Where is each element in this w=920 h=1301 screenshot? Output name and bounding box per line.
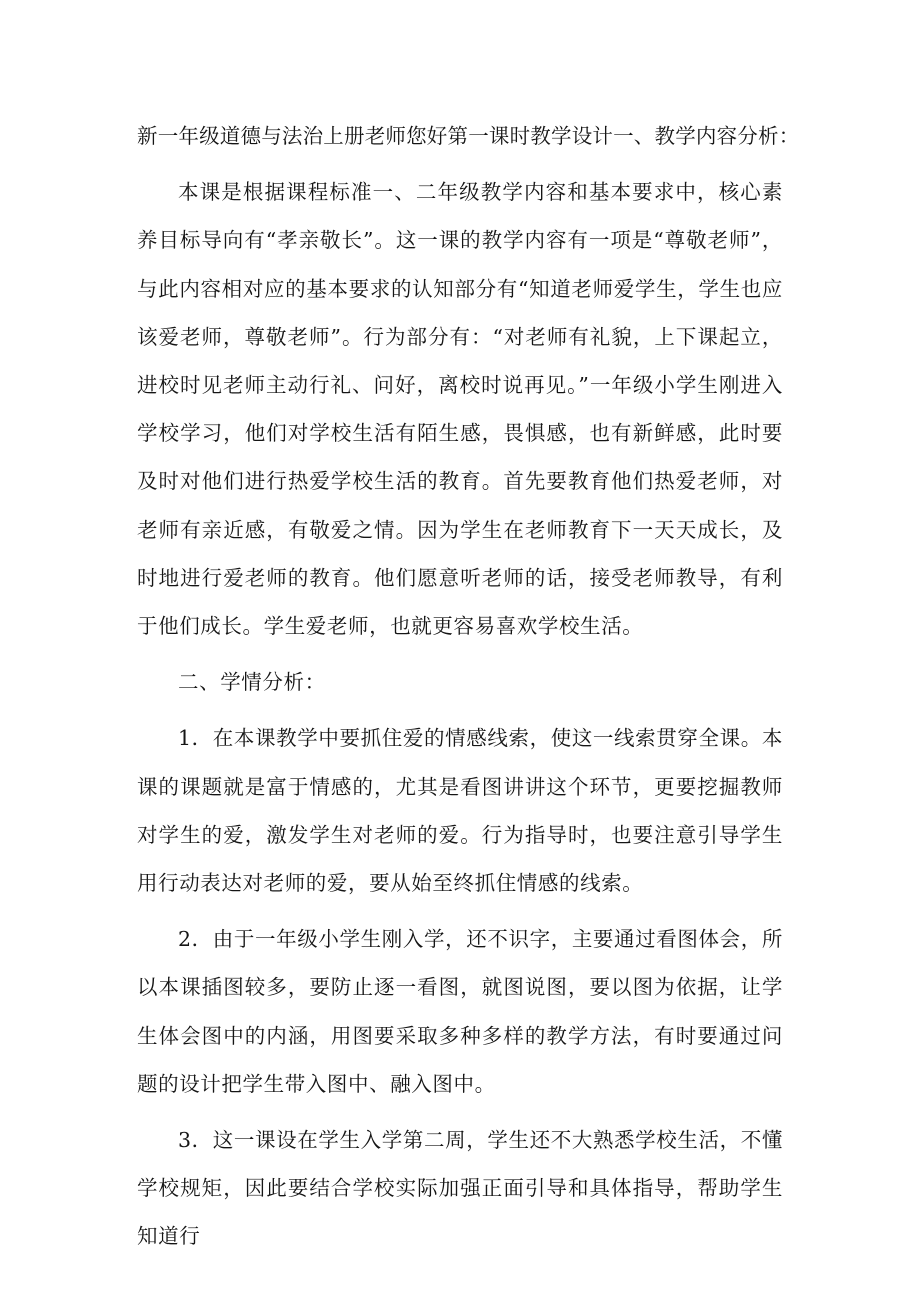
section1-paragraph: 本课是根据课程标准一、二年级教学内容和基本要求中，核心素养目标导向有“孝亲敬长”。这一课的教学内容有一项是“尊敬老师”，与此内容相对应的基本要求的认知部分有“知道老师爱学生，学生也应该爱老师，尊敬老师”。行为部分有：“对老师有礼貌，上下课起立，进校时见老师主动行礼、问好，离校时说再见。”一年级小学生刚进入学校学习，他们对学校生活有陌生感，畏惧感，也有新鲜感，此时要及时对他们进行热爱学校生活的教育。首先要教育他们热爱老师，对老师有亲近感，有敬爱之情。因为学生在老师教育下一天天成长，及时地进行爱老师的教育。他们愿意听老师的话，接受老师教导，有利于他们成长。学生爱老师，也就更容易喜欢学校生活。 <box>137 180 783 639</box>
document-body <box>137 112 800 1261</box>
analysis-item-3: 3．这一课设在学生入学第二周，学生还不大熟悉学校生活，不懂学校规矩，因此要结合学校实际加强正面引导和具体指导，帮助学生知道行 <box>137 1128 783 1249</box>
analysis-item-2: 2．由于一年级小学生刚入学，还不识字，主要通过看图体会，所以本课插图较多，要防止逐一看图，就图说图，要以图为依据，让学生体会图中的内涵，用图要采取多种多样的教学方法，有时要通过问题的设计把学生带入图中、融入图中。 <box>137 927 783 1096</box>
section2-heading: 二、学情分析： <box>178 670 326 695</box>
analysis-item-1: 1．在本课教学中要抓住爱的情感线索，使这一线索贯穿全课。本课的课题就是富于情感的，尤其是看图讲讲这个环节，更要挖掘教师对学生的爱，激发学生对老师的爱。行为指导时，也要注意引导学生用行动表达对老师的爱，要从始至终抓住情感的线索。 <box>137 726 783 896</box>
document-title-line: 新一年级道德与法治上册老师您好第一课时教学设计一、教学内容分析： <box>137 124 800 148</box>
